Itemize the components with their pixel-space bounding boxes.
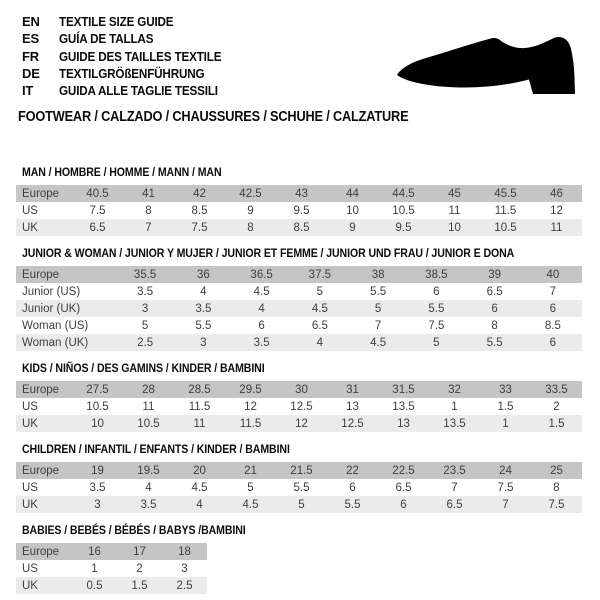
size-cell: 12 [550, 204, 563, 217]
size-cell: 7 [374, 319, 382, 332]
table-row [16, 202, 582, 219]
size-cell: 7.5 [89, 204, 106, 217]
table-title-man: MAN / HOMBRE / HOMME / MANN / MAN [22, 165, 222, 180]
size-cell: 5.5 [486, 336, 503, 349]
size-cell: 4 [258, 302, 265, 315]
size-cell: 9 [247, 204, 254, 217]
table-row [16, 317, 582, 334]
size-cell: 4 [145, 481, 152, 494]
size-cell: 28.5 [188, 383, 211, 396]
size-cell: 10.5 [86, 400, 109, 413]
size-cell: 42 [193, 187, 206, 200]
size-cell: 36 [196, 268, 210, 281]
size-cell: 1 [91, 562, 98, 575]
size-cell: 6.5 [311, 319, 328, 332]
row-label: UK [22, 221, 38, 234]
size-cell: 2.5 [137, 336, 154, 349]
size-cell: 12.5 [341, 417, 364, 430]
size-cell: 10.5 [494, 221, 517, 234]
size-cell: 3 [141, 302, 149, 315]
table-row [16, 560, 207, 577]
size-cell: 44.5 [392, 187, 415, 200]
row-label: Woman (UK) [22, 336, 89, 349]
table-row [16, 415, 582, 432]
size-cell: 44 [346, 187, 359, 200]
size-cell: 21 [244, 464, 257, 477]
row-label: US [22, 562, 38, 575]
size-cell: 6 [258, 319, 265, 332]
size-cell: 10 [91, 417, 104, 430]
table-junior-woman [16, 266, 582, 351]
language-code: IT [22, 83, 34, 99]
table-row [16, 543, 207, 560]
table-row [16, 462, 582, 479]
size-cell: 1 [451, 400, 458, 413]
size-cell: 45 [448, 187, 461, 200]
size-cell: 6.5 [446, 498, 463, 511]
size-cell: 40 [546, 268, 560, 281]
size-cell: 1 [502, 417, 509, 430]
table-row [16, 479, 582, 496]
size-cell: 7.5 [191, 221, 208, 234]
page-header [16, 13, 582, 125]
size-cell: 2.5 [176, 579, 193, 592]
size-cell: 13.5 [392, 400, 415, 413]
size-cell: 6 [549, 336, 557, 349]
size-cell: 9 [349, 221, 356, 234]
size-cell: 30 [295, 383, 308, 396]
size-cell: 37.5 [308, 268, 332, 281]
table-man [16, 185, 582, 236]
size-cell: 20 [193, 464, 206, 477]
size-cell: 1.5 [497, 400, 514, 413]
size-cell: 11.5 [188, 400, 211, 413]
size-cell: 8 [247, 221, 254, 234]
table-title-babies: BABIES / BEBÉS / BÉBÉS / BABYS /BAMBINI [22, 523, 246, 538]
size-cell: 8.5 [191, 204, 208, 217]
size-cell: 2 [136, 562, 143, 575]
size-cell: 5 [374, 302, 382, 315]
size-cell: 21.5 [290, 464, 313, 477]
size-cell: 3 [200, 336, 207, 349]
size-cell: 16 [88, 545, 101, 558]
language-code: DE [22, 65, 40, 81]
size-cell: 24 [499, 464, 512, 477]
size-cell: 7 [549, 285, 557, 298]
size-cell: 3 [181, 562, 188, 575]
row-label: Woman (US) [22, 319, 89, 332]
size-cell: 38.5 [425, 268, 448, 281]
row-label: Europe [22, 464, 60, 477]
size-cell: 11.5 [239, 417, 262, 430]
size-cell: 13 [397, 417, 410, 430]
table-title-children: CHILDREN / INFANTIL / ENFANTS / KINDER / BAMBINI [22, 442, 290, 457]
size-cell: 5 [433, 336, 440, 349]
table-kids [16, 381, 582, 432]
table-row [16, 334, 582, 351]
language-title: TEXTILGRÖßENFÜHRUNG [59, 65, 205, 81]
row-label: US [22, 481, 38, 494]
size-cell: 4 [196, 498, 203, 511]
size-cell: 12 [295, 417, 308, 430]
size-cell: 3.5 [137, 285, 154, 298]
size-cell: 6.5 [486, 285, 503, 298]
size-cell: 6 [491, 302, 498, 315]
size-cell: 3.5 [253, 336, 270, 349]
language-code: EN [22, 14, 40, 29]
table-row [16, 381, 582, 398]
row-label: Junior (US) [22, 285, 81, 298]
size-cell: 5 [141, 319, 149, 332]
row-label: Europe [22, 545, 60, 558]
size-cell: 5.5 [344, 498, 361, 511]
row-label: Europe [22, 268, 60, 281]
size-cell: 1.5 [131, 579, 148, 592]
size-cell: 22 [346, 464, 359, 477]
size-cell: 6 [349, 481, 356, 494]
dress-shoe-icon [392, 26, 578, 100]
size-cell: 13.5 [443, 417, 466, 430]
row-label: US [22, 400, 38, 413]
size-cell: 45.5 [494, 187, 517, 200]
size-cell: 5 [316, 285, 324, 298]
row-label: US [22, 204, 38, 217]
size-cell: 4.5 [242, 498, 259, 511]
size-cell: 3.5 [195, 302, 212, 315]
size-cell: 4.5 [191, 481, 208, 494]
size-cell: 17 [133, 545, 146, 558]
size-cell: 33.5 [545, 383, 568, 396]
size-cell: 8.5 [544, 319, 561, 332]
size-cell: 31.5 [392, 383, 415, 396]
row-label: UK [22, 579, 38, 592]
size-cell: 6.5 [395, 481, 412, 494]
table-row [16, 266, 582, 283]
size-cell: 10 [346, 204, 359, 217]
language-code: FR [22, 48, 39, 64]
size-cell: 19 [91, 464, 104, 477]
size-cell: 6 [549, 302, 557, 315]
language-title: GUIDA ALLE TAGLIE TESSILI [59, 83, 218, 99]
size-cell: 5.5 [195, 319, 212, 332]
size-cell: 10.5 [392, 204, 415, 217]
size-cell: 4.5 [253, 285, 270, 298]
size-cell: 12 [244, 400, 257, 413]
size-cell: 43 [295, 187, 308, 200]
size-cell: 46 [550, 187, 563, 200]
size-cell: 41 [142, 187, 155, 200]
table-row [16, 219, 582, 236]
size-cell: 13 [346, 400, 359, 413]
size-cell: 18 [178, 545, 191, 558]
size-cell: 7.5 [548, 498, 565, 511]
size-cell: 11.5 [494, 204, 517, 217]
size-cell: 3 [94, 498, 101, 511]
size-cell: 5.5 [370, 285, 387, 298]
size-cell: 36.5 [250, 268, 273, 281]
size-cell: 6 [433, 285, 440, 298]
size-cell: 10 [448, 221, 461, 234]
size-cell: 7 [502, 498, 509, 511]
size-cell: 40.5 [86, 187, 109, 200]
table-row [16, 300, 582, 317]
size-cell: 1.5 [548, 417, 565, 430]
size-cell: 7.5 [497, 481, 514, 494]
table-row [16, 185, 582, 202]
size-cell: 6 [400, 498, 407, 511]
table-children [16, 462, 582, 513]
size-cell: 3.5 [89, 481, 106, 494]
size-cell: 39 [488, 268, 502, 281]
size-cell: 19.5 [137, 464, 160, 477]
size-cell: 11 [448, 204, 461, 217]
row-label: Europe [22, 187, 60, 200]
size-cell: 4 [316, 336, 324, 349]
size-tables [16, 165, 582, 594]
size-cell: 12.5 [290, 400, 313, 413]
table-babies [16, 543, 207, 594]
table-row [16, 577, 207, 594]
size-cell: 4 [200, 285, 207, 298]
size-cell: 5.5 [293, 481, 310, 494]
size-cell: 5 [247, 481, 254, 494]
row-label: Europe [22, 383, 60, 396]
size-cell: 11 [142, 400, 155, 413]
language-code: ES [22, 31, 39, 47]
row-label: UK [22, 498, 38, 511]
size-cell: 42.5 [239, 187, 262, 200]
size-cell: 22.5 [392, 464, 415, 477]
size-cell: 32 [448, 383, 461, 396]
section-babies [16, 523, 582, 594]
size-cell: 7 [145, 221, 152, 234]
size-cell: 38 [371, 268, 385, 281]
size-cell: 2 [553, 400, 560, 413]
category-title: FOOTWEAR / CALZADO / CHAUSSURES / SCHUHE / CALZATURE [18, 109, 409, 126]
section-man [16, 165, 582, 236]
size-cell: 9.5 [395, 221, 412, 234]
size-cell: 6.5 [89, 221, 106, 234]
size-cell: 8.5 [293, 221, 310, 234]
section-children [16, 442, 582, 513]
size-cell: 5.5 [428, 302, 445, 315]
size-cell: 31 [346, 383, 359, 396]
row-label: Junior (UK) [22, 302, 81, 315]
row-label: UK [22, 417, 38, 430]
size-cell: 8 [491, 319, 498, 332]
table-title-junior-woman: JUNIOR & WOMAN / JUNIOR Y MUJER / JUNIOR ET FEMME / JUNIOR UND FRAU / JUNIOR E DONA [22, 246, 515, 261]
size-cell: 35.5 [133, 268, 157, 281]
size-cell: 7 [451, 481, 458, 494]
size-cell: 5 [298, 498, 305, 511]
section-junior-woman [16, 246, 582, 351]
size-cell: 3.5 [140, 498, 157, 511]
size-cell: 0.5 [86, 579, 103, 592]
size-cell: 9.5 [293, 204, 310, 217]
size-cell: 8 [145, 204, 152, 217]
size-cell: 11 [193, 417, 206, 430]
size-cell: 28 [142, 383, 155, 396]
size-cell: 4.5 [370, 336, 387, 349]
table-title-kids: KIDS / NIÑOS / DES GAMINS / KINDER / BAMBINI [22, 361, 265, 376]
size-cell: 27.5 [86, 383, 109, 396]
table-row [16, 398, 582, 415]
size-cell: 33 [499, 383, 512, 396]
table-row [16, 496, 582, 513]
size-cell: 4.5 [311, 302, 328, 315]
size-cell: 10.5 [137, 417, 160, 430]
language-title: GUÍA DE TALLAS [59, 31, 154, 47]
language-title: GUIDE DES TAILLES TEXTILE [59, 48, 222, 64]
section-kids [16, 361, 582, 432]
size-cell: 8 [553, 481, 560, 494]
size-cell: 29.5 [239, 383, 262, 396]
size-cell: 7.5 [428, 319, 445, 332]
size-cell: 11 [550, 221, 563, 234]
table-row [16, 283, 582, 300]
size-cell: 25 [550, 464, 563, 477]
size-cell: 23.5 [443, 464, 466, 477]
language-title: TEXTILE SIZE GUIDE [59, 14, 174, 29]
